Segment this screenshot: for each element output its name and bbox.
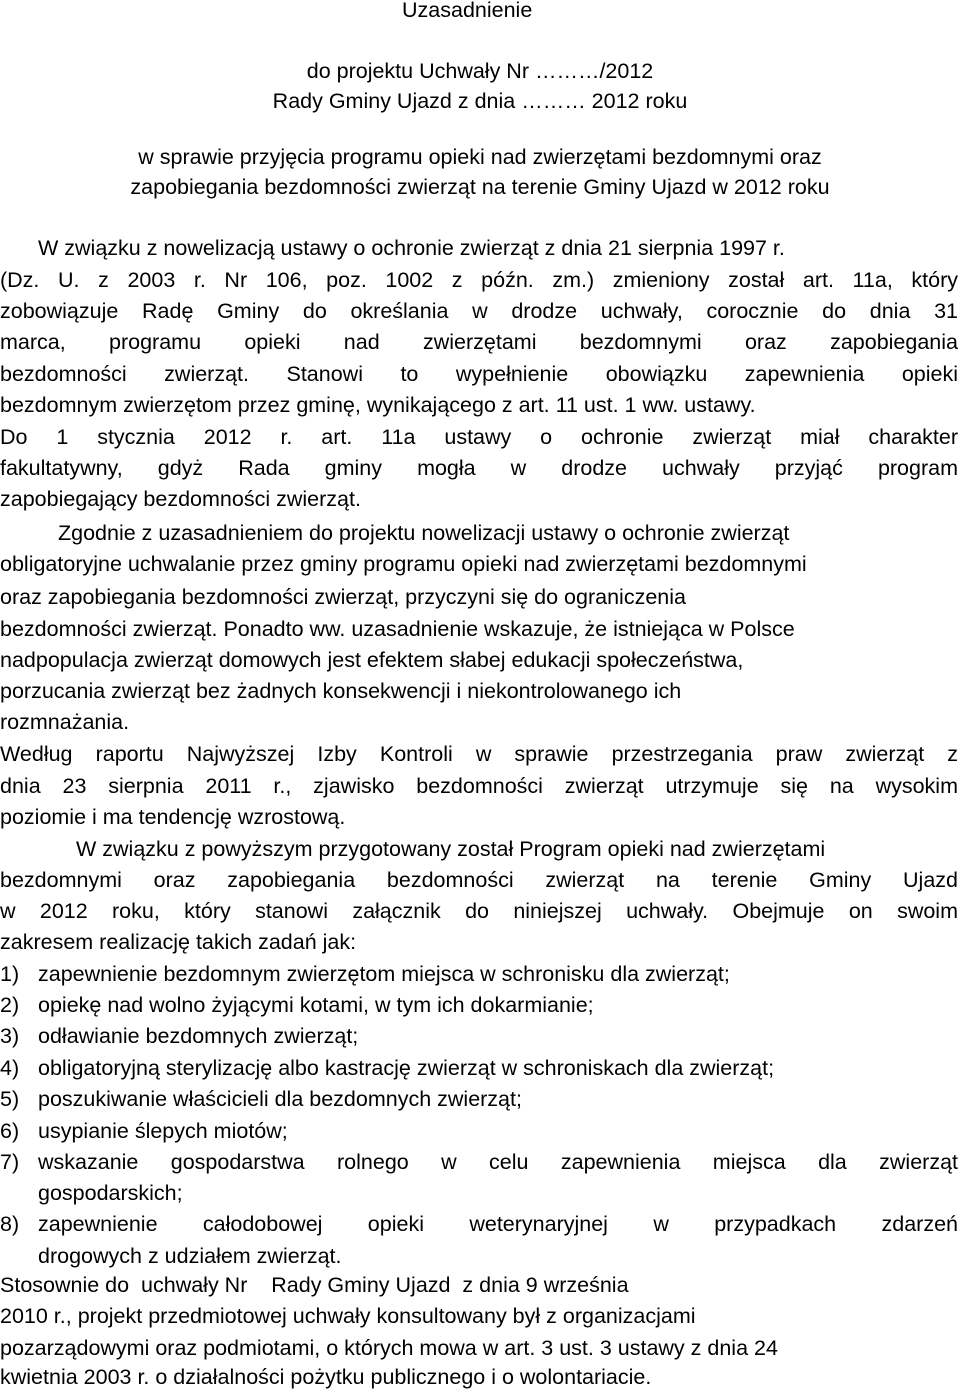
paragraph-line: (Dz. U. z 2003 r. Nr 106, poz. 1002 z późn. zm.) zmieniony został art. 11a, który bbox=[0, 268, 958, 292]
list-item-text: opiekę nad wolno żyjącymi kotami, w tym ich dokarmianie; bbox=[38, 993, 594, 1017]
list-item-continuation: gospodarskich; bbox=[38, 1181, 183, 1205]
list-item bbox=[0, 1147, 958, 1178]
document-title: Uzasadnienie bbox=[402, 0, 533, 22]
paragraph-line: Stosownie do uchwały Nr Rady Gminy Ujazd z dnia 9 września bbox=[0, 1273, 629, 1297]
paragraph-line: 2010 r., projekt przedmiotowej uchwały konsultowany był z organizacjami bbox=[0, 1304, 696, 1328]
paragraph-line: W związku z powyższym przygotowany został Program opieki nad zwierzętami bbox=[76, 837, 826, 861]
paragraph-line: rozmnażania. bbox=[0, 710, 130, 734]
list-item-number: 4) bbox=[0, 1056, 20, 1080]
paragraph-line: oraz zapobiegania bezdomności zwierząt, przyczyni się do ograniczenia bbox=[0, 585, 686, 609]
list-item-text: usypianie ślepych miotów; bbox=[38, 1119, 288, 1143]
subtitle-line-1: do projektu Uchwały Nr ………/2012 bbox=[306, 59, 654, 83]
paragraph-line: W związku z nowelizacją ustawy o ochronie zwierząt z dnia 21 sierpnia 1997 r. bbox=[38, 236, 785, 260]
list-item-number: 8) bbox=[0, 1212, 20, 1236]
list-item-text: obligatoryjną sterylizację albo kastrację zwierząt w schroniskach dla zwierząt; bbox=[38, 1056, 775, 1080]
list-item-text: wskazanie gospodarstwa rolnego w celu zapewnienia miejsca dla zwierząt bbox=[38, 1150, 958, 1174]
list-item-continuation: drogowych z udziałem zwierząt. bbox=[38, 1244, 342, 1268]
paragraph-line: marca, programu opieki nad zwierzętami bezdomnymi oraz zapobiegania bbox=[0, 330, 958, 354]
paragraph-line: fakultatywny, gdyż Rada gminy mogła w drodze uchwały przyjąć program bbox=[0, 456, 958, 480]
paragraph-line: zobowiązuje Radę Gminy do określania w drodze uchwały, corocznie do dnia 31 bbox=[0, 299, 958, 323]
subtitle-line-4: zapobiegania bezdomności zwierząt na terenie Gminy Ujazd w 2012 roku bbox=[130, 175, 830, 199]
list-item bbox=[0, 1021, 958, 1052]
list-item-text: zapewnienie całodobowej opieki weterynaryjnej w przypadkach zdarzeń bbox=[38, 1212, 958, 1236]
list-item bbox=[0, 959, 958, 990]
paragraph-line: dnia 23 sierpnia 2011 r., zjawisko bezdomności zwierząt utrzymuje się na wysokim bbox=[0, 774, 958, 798]
subtitle-line-2: Rady Gminy Ujazd z dnia ……… 2012 roku bbox=[272, 89, 688, 113]
list-item bbox=[0, 1084, 958, 1115]
list-item bbox=[0, 1209, 958, 1240]
paragraph-line: obligatoryjne uchwalanie przez gminy programu opieki nad zwierzętami bezdomnymi bbox=[0, 552, 807, 576]
paragraph-line: nadpopulacja zwierząt domowych jest efektem słabej edukacji społeczeństwa, bbox=[0, 648, 744, 672]
list-item-number: 1) bbox=[0, 962, 20, 986]
paragraph-line: porzucania zwierząt bez żadnych konsekwencji i niekontrolowanego ich bbox=[0, 679, 682, 703]
list-item-number: 6) bbox=[0, 1119, 20, 1143]
paragraph-line: kwietnia 2003 r. o działalności pożytku publicznego i o wolontariacie. bbox=[0, 1365, 652, 1389]
subtitle-line-3: w sprawie przyjęcia programu opieki nad zwierzętami bezdomnymi oraz bbox=[138, 145, 822, 169]
paragraph-line: zakresem realizację takich zadań jak: bbox=[0, 930, 357, 954]
list-item bbox=[0, 1053, 958, 1084]
list-item bbox=[0, 1116, 958, 1147]
list-item bbox=[0, 990, 958, 1021]
paragraph-line: Według raportu Najwyższej Izby Kontroli w sprawie przestrzegania praw zwierząt z bbox=[0, 742, 958, 766]
list-item-number: 2) bbox=[0, 993, 20, 1017]
list-item-text: poszukiwanie właścicieli dla bezdomnych zwierząt; bbox=[38, 1087, 522, 1111]
list-item-number: 5) bbox=[0, 1087, 20, 1111]
paragraph-line: Zgodnie z uzasadnieniem do projektu nowelizacji ustawy o ochronie zwierząt bbox=[58, 521, 790, 545]
paragraph-line: poziomie i ma tendencję wzrostową. bbox=[0, 805, 346, 829]
list-item-number: 3) bbox=[0, 1024, 20, 1048]
paragraph-line: zapobiegający bezdomności zwierząt. bbox=[0, 487, 361, 511]
list-item-text: zapewnienie bezdomnym zwierzętom miejsca w schronisku dla zwierząt; bbox=[38, 962, 730, 986]
paragraph-line: Do 1 stycznia 2012 r. art. 11a ustawy o ochronie zwierząt miał charakter bbox=[0, 425, 958, 449]
paragraph-line: bezdomnymi oraz zapobiegania bezdomności zwierząt na terenie Gminy Ujazd bbox=[0, 868, 958, 892]
paragraph-line: w 2012 roku, który stanowi załącznik do niniejszej uchwały. Obejmuje on swoim bbox=[0, 899, 958, 923]
list-item-number: 7) bbox=[0, 1150, 20, 1174]
list-item-text: odławianie bezdomnych zwierząt; bbox=[38, 1024, 359, 1048]
paragraph-line: bezdomnym zwierzętom przez gminę, wynikającego z art. 11 ust. 1 ww. ustawy. bbox=[0, 393, 756, 417]
paragraph-line: pozarządowymi oraz podmiotami, o których mowa w art. 3 ust. 3 ustawy z dnia 24 bbox=[0, 1336, 778, 1360]
paragraph-line: bezdomności zwierząt. Stanowi to wypełnienie obowiązku zapewnienia opieki bbox=[0, 362, 958, 386]
paragraph-line: bezdomności zwierząt. Ponadto ww. uzasadnienie wskazuje, że istniejąca w Polsce bbox=[0, 617, 795, 641]
